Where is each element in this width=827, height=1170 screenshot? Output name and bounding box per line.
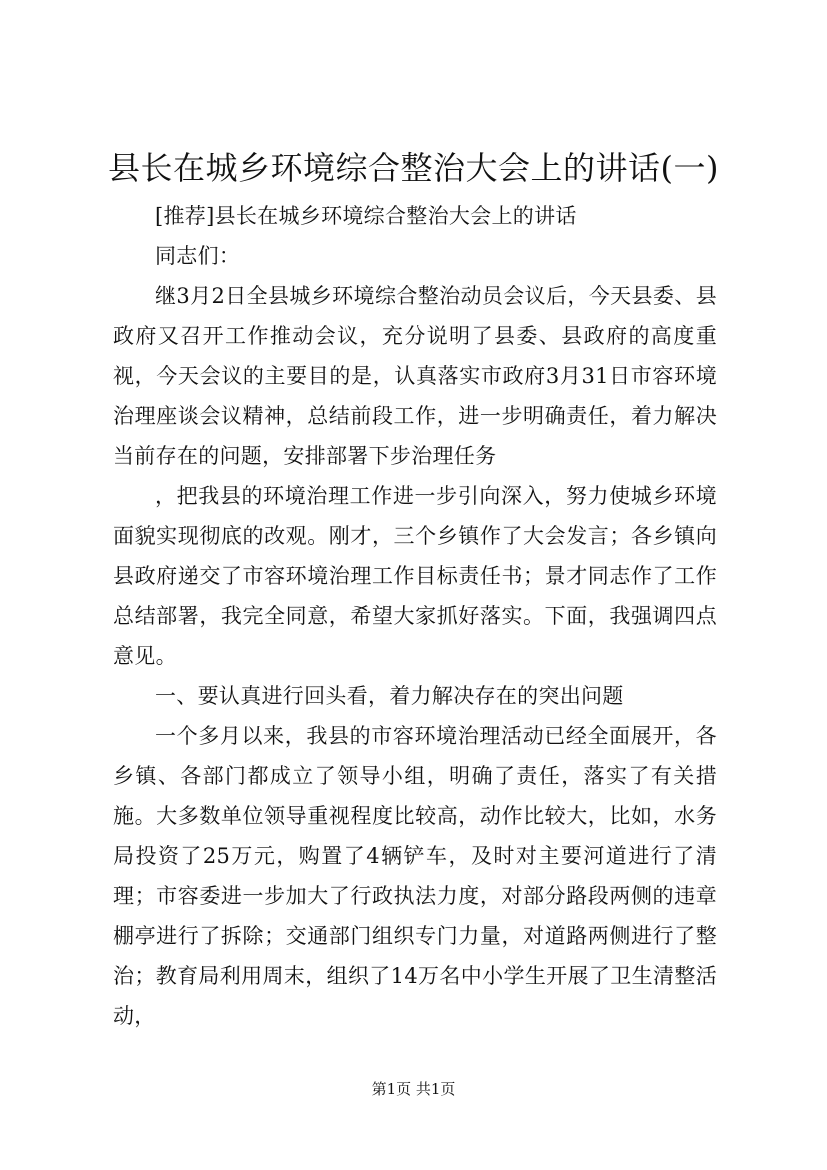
paragraph-intro: 继3月2日全县城乡环境综合整治动员会议后，今天县委、县政府又召开工作推动会议，充分说明了县委、县政府的高度重视，今天会议的主要目的是，认真落实市政府3月31日市容环境治理座谈会议精神，总结前段工作，进一步明确责任，着力解决当前存在的问题，安排部署下步治理任务 (113, 284, 717, 468)
section-heading-1: 一、要认真进行回头看，着力解决存在的突出问题 (155, 684, 624, 708)
page-footer: 第1页 共1页 (371, 1080, 456, 1098)
paragraph-salutation: 同志们： (155, 244, 241, 268)
paragraph-continuation: ，把我县的环境治理工作进一步引向深入，努力使城乡环境面貌实现彻底的改观。刚才，三个乡镇作了大会发言；各乡镇向县政府递交了市容环境治理工作目标责任书；景才同志作了工作总结部署，我完全同意，希望大家抓好落实。下面，我强调四点意见。 (113, 484, 717, 668)
document-title: 县长在城乡环境综合整治大会上的讲话(一) (108, 149, 719, 187)
paragraph-recommended-heading: [推荐]县长在城乡环境综合整治大会上的讲话 (155, 204, 577, 228)
paragraph-section-1-body: 一个多月以来，我县的市容环境治理活动已经全面展开，各乡镇、各部门都成立了领导小组，明确了责任，落实了有关措施。大多数单位领导重视程度比较高，动作比较大，比如，水务局投资了25万元，购置了4辆铲车，及时对主要河道进行了清理；市容委进一步加大了行政执法力度，对部分路段两侧的违章棚亭进行了拆除；交通部门组织专门力量，对道路两侧进行了整治；教育局利用周末，组织了14万名中小学生开展了卫生清整活动， (113, 724, 717, 1028)
document-body (113, 196, 717, 1036)
